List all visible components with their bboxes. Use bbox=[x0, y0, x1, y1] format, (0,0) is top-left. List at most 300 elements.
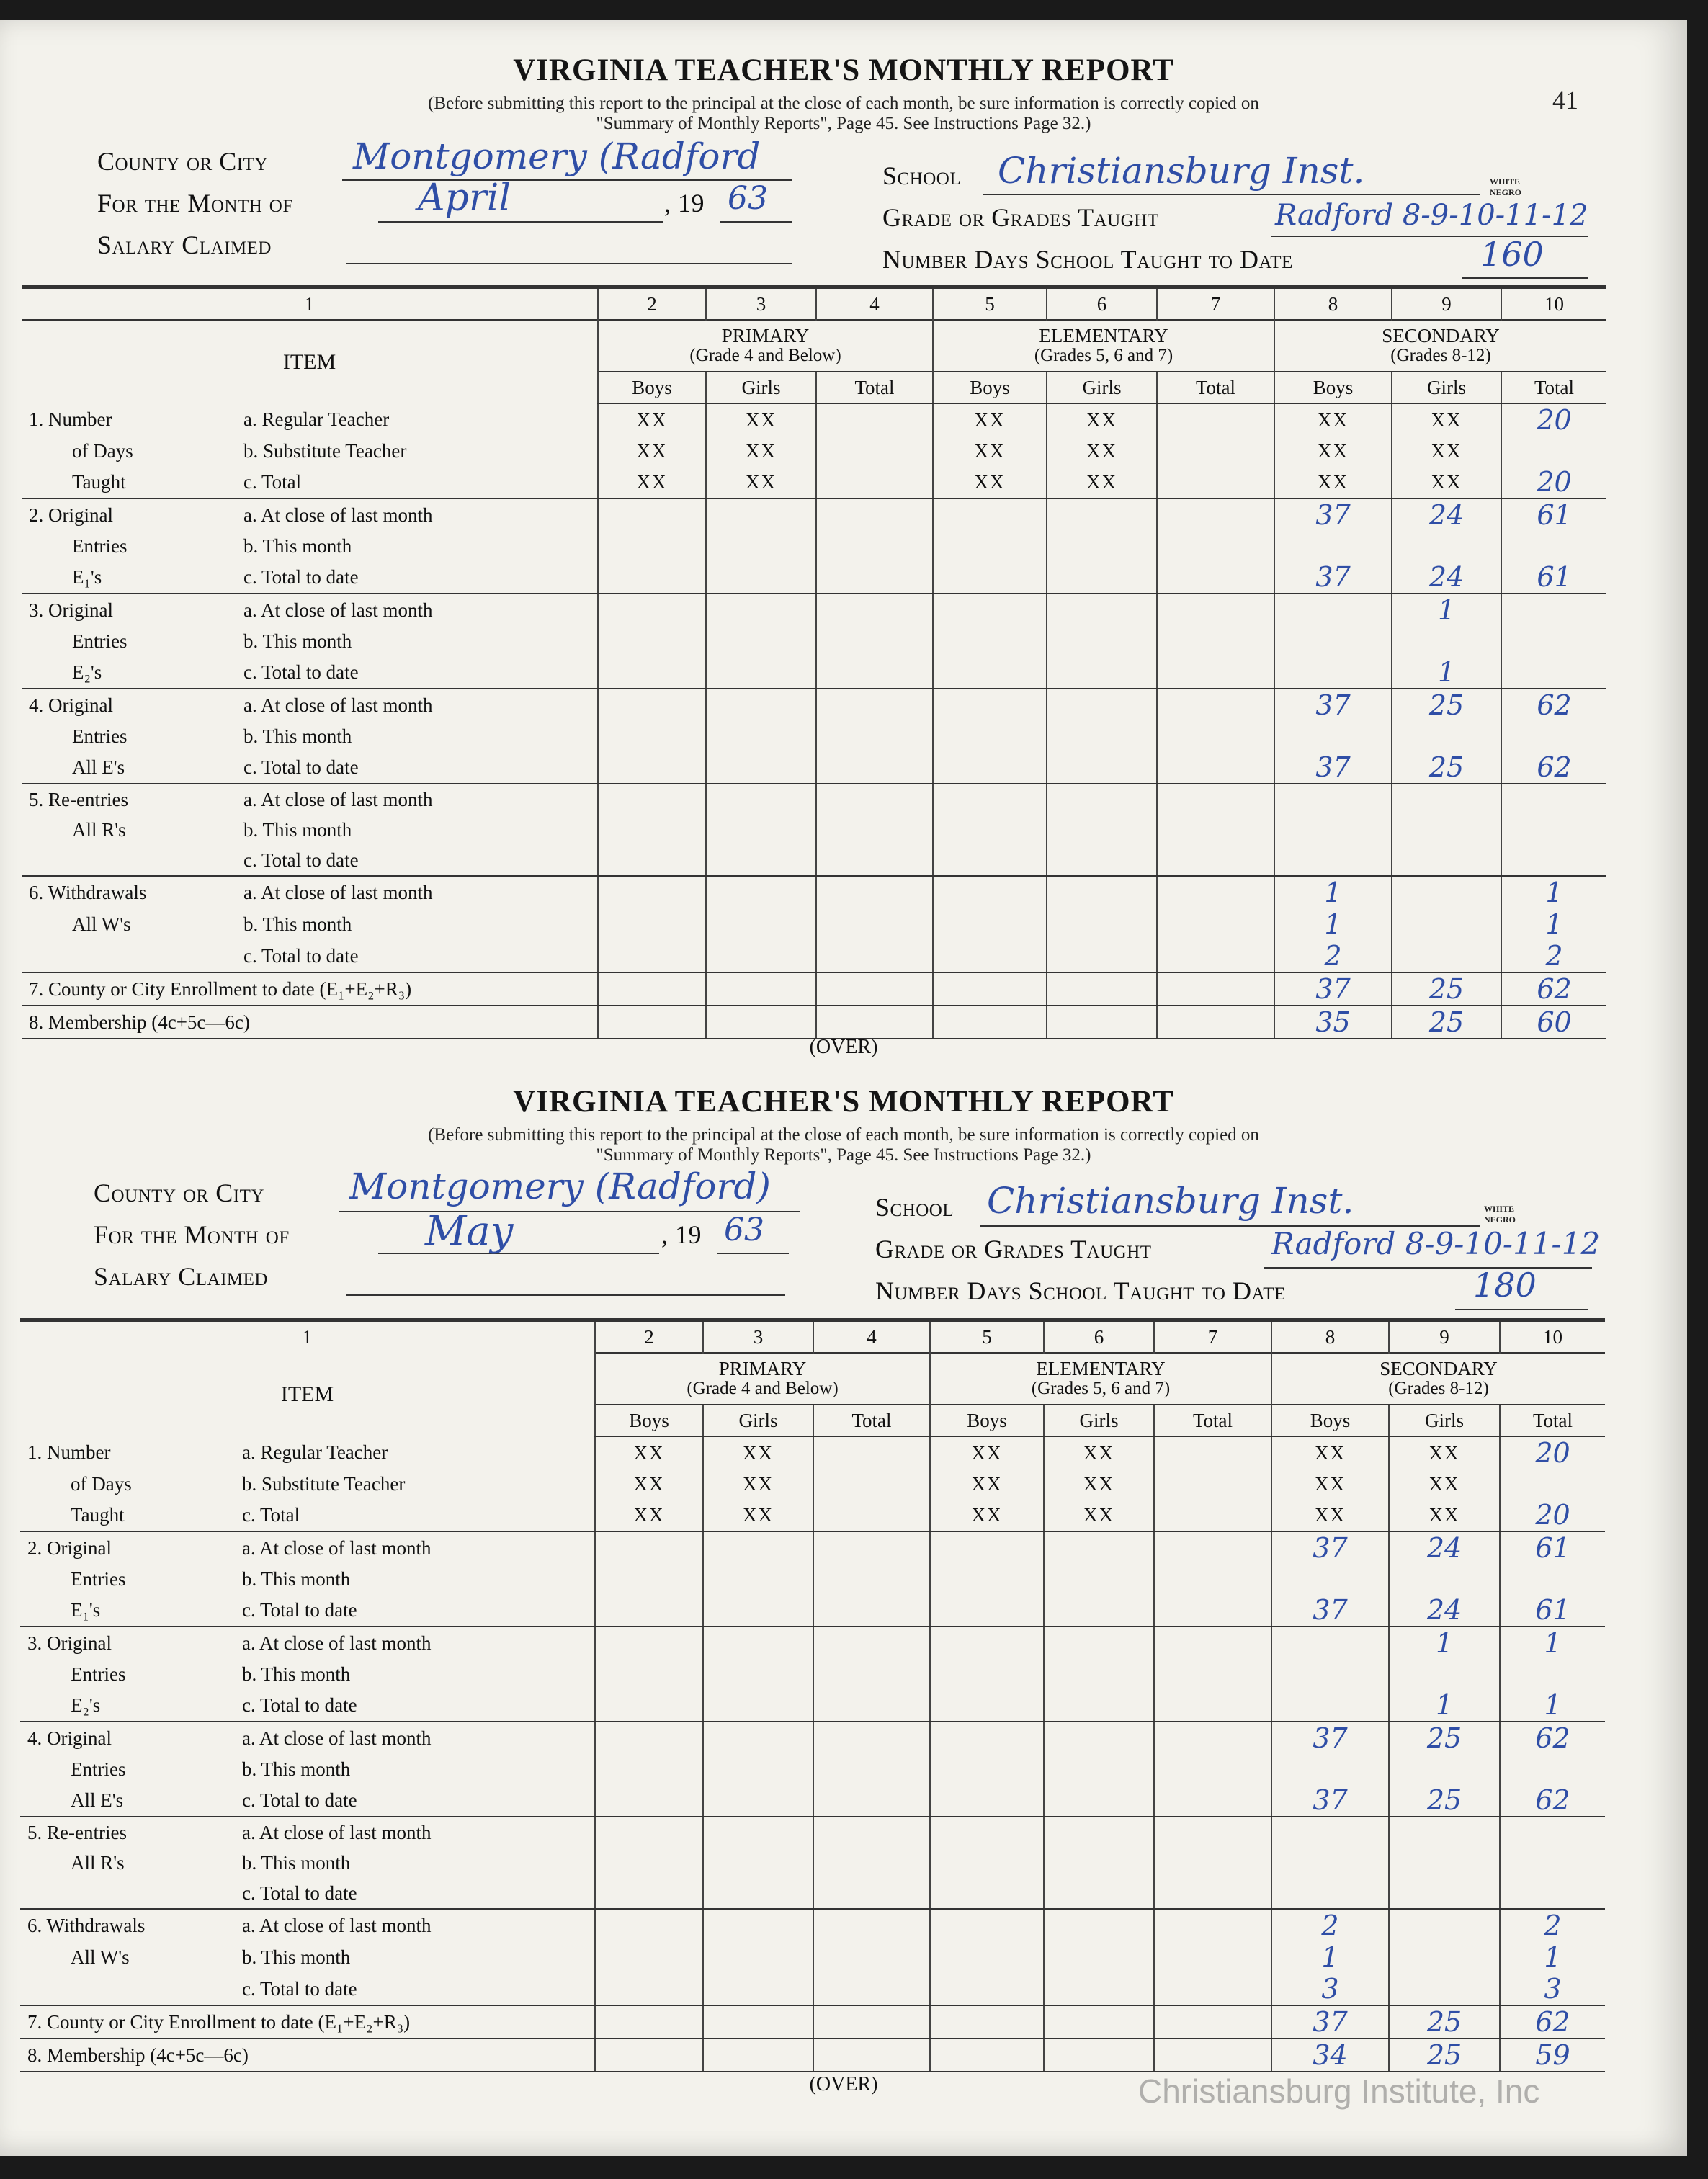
cell[interactable]: XX bbox=[1392, 466, 1501, 498]
cell[interactable] bbox=[1157, 466, 1274, 498]
cell[interactable] bbox=[1154, 2005, 1271, 2039]
handwritten-value[interactable]: 61 bbox=[1501, 498, 1606, 531]
handwritten-value[interactable]: 1 bbox=[1271, 1941, 1389, 1973]
cell[interactable] bbox=[1154, 1627, 1271, 1659]
cell[interactable] bbox=[598, 908, 706, 940]
cell[interactable]: XX bbox=[933, 466, 1047, 498]
cell[interactable] bbox=[598, 845, 706, 876]
handwritten-value[interactable] bbox=[1392, 721, 1501, 751]
handwritten-value[interactable]: 24 bbox=[1389, 1594, 1500, 1627]
handwritten-value[interactable] bbox=[1392, 876, 1501, 908]
cell[interactable] bbox=[1154, 1909, 1271, 1941]
cell[interactable] bbox=[816, 626, 933, 656]
cell[interactable] bbox=[813, 1754, 930, 1784]
cell[interactable] bbox=[1157, 531, 1274, 561]
cell[interactable] bbox=[1044, 1594, 1154, 1627]
handwritten-value[interactable]: 62 bbox=[1501, 972, 1606, 1006]
cell[interactable] bbox=[933, 845, 1047, 876]
cell[interactable]: XX bbox=[1271, 1469, 1389, 1499]
cell[interactable] bbox=[930, 2005, 1044, 2039]
cell[interactable] bbox=[706, 498, 816, 531]
cell[interactable] bbox=[930, 1973, 1044, 2005]
handwritten-value[interactable] bbox=[1389, 1848, 1500, 1878]
handwritten-value[interactable] bbox=[1500, 1878, 1605, 1909]
cell[interactable] bbox=[930, 2039, 1044, 2072]
cell[interactable] bbox=[595, 2039, 703, 2072]
cell[interactable] bbox=[703, 2039, 813, 2072]
handwritten-value[interactable] bbox=[1274, 815, 1392, 845]
cell[interactable] bbox=[933, 751, 1047, 784]
cell[interactable] bbox=[598, 972, 706, 1006]
handwritten-value[interactable]: 20 bbox=[1500, 1436, 1605, 1469]
cell[interactable] bbox=[595, 1909, 703, 1941]
cell[interactable]: XX bbox=[1389, 1436, 1500, 1469]
cell[interactable] bbox=[706, 972, 816, 1006]
handwritten-value[interactable] bbox=[1500, 1469, 1605, 1499]
cell[interactable]: XX bbox=[1274, 436, 1392, 466]
cell[interactable] bbox=[1154, 1848, 1271, 1878]
cell[interactable] bbox=[1157, 940, 1274, 972]
cell[interactable]: XX bbox=[1047, 436, 1157, 466]
cell[interactable]: XX bbox=[1392, 436, 1501, 466]
cell[interactable] bbox=[933, 561, 1047, 594]
cell[interactable] bbox=[703, 2005, 813, 2039]
cell[interactable] bbox=[933, 656, 1047, 689]
cell[interactable] bbox=[1047, 845, 1157, 876]
cell[interactable] bbox=[816, 751, 933, 784]
handwritten-value[interactable] bbox=[1271, 1627, 1389, 1659]
cell[interactable] bbox=[1044, 1627, 1154, 1659]
cell[interactable] bbox=[930, 1848, 1044, 1878]
handwritten-value[interactable] bbox=[1392, 784, 1501, 815]
cell[interactable] bbox=[930, 1689, 1044, 1722]
cell[interactable] bbox=[1157, 876, 1274, 908]
handwritten-value[interactable]: 1 bbox=[1274, 876, 1392, 908]
cell[interactable] bbox=[1154, 1722, 1271, 1754]
cell[interactable] bbox=[813, 1499, 930, 1531]
handwritten-value[interactable]: 25 bbox=[1392, 972, 1501, 1006]
cell[interactable] bbox=[1044, 1817, 1154, 1848]
handwritten-value[interactable]: 62 bbox=[1500, 1722, 1605, 1754]
cell[interactable] bbox=[595, 1564, 703, 1594]
cell[interactable] bbox=[816, 815, 933, 845]
cell[interactable] bbox=[813, 1564, 930, 1594]
handwritten-value[interactable] bbox=[1389, 1909, 1500, 1941]
handwritten-value[interactable]: 25 bbox=[1389, 2039, 1500, 2072]
cell[interactable] bbox=[1044, 2005, 1154, 2039]
handwritten-value[interactable] bbox=[1274, 531, 1392, 561]
salary-field[interactable] bbox=[346, 1261, 785, 1296]
cell[interactable] bbox=[930, 1594, 1044, 1627]
cell[interactable] bbox=[703, 1817, 813, 1848]
handwritten-value[interactable]: 1 bbox=[1392, 594, 1501, 626]
cell[interactable] bbox=[595, 1594, 703, 1627]
cell[interactable] bbox=[816, 972, 933, 1006]
cell[interactable]: XX bbox=[706, 466, 816, 498]
cell[interactable] bbox=[930, 1754, 1044, 1784]
cell[interactable] bbox=[703, 1754, 813, 1784]
cell[interactable] bbox=[930, 1878, 1044, 1909]
cell[interactable] bbox=[1044, 1909, 1154, 1941]
cell[interactable] bbox=[930, 1909, 1044, 1941]
cell[interactable]: XX bbox=[1271, 1436, 1389, 1469]
cell[interactable] bbox=[813, 1531, 930, 1564]
salary-field[interactable] bbox=[346, 230, 792, 264]
cell[interactable] bbox=[598, 1006, 706, 1039]
cell[interactable] bbox=[703, 1722, 813, 1754]
cell[interactable] bbox=[1154, 1436, 1271, 1469]
cell[interactable] bbox=[703, 1594, 813, 1627]
cell[interactable] bbox=[816, 689, 933, 721]
handwritten-value[interactable] bbox=[1392, 845, 1501, 876]
cell[interactable] bbox=[706, 689, 816, 721]
handwritten-value[interactable]: 2 bbox=[1271, 1909, 1389, 1941]
cell[interactable] bbox=[598, 498, 706, 531]
cell[interactable] bbox=[930, 1817, 1044, 1848]
cell[interactable] bbox=[933, 784, 1047, 815]
cell[interactable]: XX bbox=[598, 403, 706, 436]
cell[interactable] bbox=[1047, 940, 1157, 972]
handwritten-value[interactable]: 2 bbox=[1500, 1909, 1605, 1941]
handwritten-value[interactable]: 37 bbox=[1274, 751, 1392, 784]
handwritten-value[interactable]: 37 bbox=[1274, 561, 1392, 594]
handwritten-value[interactable]: 62 bbox=[1500, 2005, 1605, 2039]
cell[interactable]: XX bbox=[1047, 466, 1157, 498]
handwritten-value[interactable]: 1 bbox=[1274, 908, 1392, 940]
cell[interactable] bbox=[1157, 498, 1274, 531]
handwritten-value[interactable]: 37 bbox=[1271, 2005, 1389, 2039]
cell[interactable]: XX bbox=[930, 1436, 1044, 1469]
cell[interactable] bbox=[706, 561, 816, 594]
cell[interactable] bbox=[703, 1941, 813, 1973]
cell[interactable] bbox=[1157, 403, 1274, 436]
cell[interactable] bbox=[816, 784, 933, 815]
handwritten-value[interactable] bbox=[1501, 845, 1606, 876]
handwritten-value[interactable]: 37 bbox=[1271, 1722, 1389, 1754]
cell[interactable] bbox=[933, 594, 1047, 626]
handwritten-value[interactable] bbox=[1392, 908, 1501, 940]
cell[interactable] bbox=[813, 1722, 930, 1754]
handwritten-value[interactable] bbox=[1500, 1754, 1605, 1784]
cell[interactable] bbox=[1154, 1754, 1271, 1784]
cell[interactable] bbox=[1154, 1531, 1271, 1564]
cell[interactable] bbox=[1047, 876, 1157, 908]
handwritten-value[interactable]: 25 bbox=[1392, 689, 1501, 721]
cell[interactable] bbox=[595, 1627, 703, 1659]
cell[interactable] bbox=[816, 845, 933, 876]
handwritten-value[interactable] bbox=[1501, 721, 1606, 751]
cell[interactable]: XX bbox=[1389, 1469, 1500, 1499]
cell[interactable]: XX bbox=[595, 1499, 703, 1531]
cell[interactable] bbox=[598, 815, 706, 845]
cell[interactable] bbox=[1047, 751, 1157, 784]
cell[interactable] bbox=[1044, 1689, 1154, 1722]
handwritten-value[interactable] bbox=[1389, 1564, 1500, 1594]
handwritten-value[interactable]: 61 bbox=[1500, 1594, 1605, 1627]
cell[interactable] bbox=[933, 972, 1047, 1006]
cell[interactable] bbox=[598, 561, 706, 594]
cell[interactable] bbox=[598, 784, 706, 815]
cell[interactable]: XX bbox=[706, 403, 816, 436]
cell[interactable] bbox=[1047, 689, 1157, 721]
handwritten-value[interactable]: 2 bbox=[1274, 940, 1392, 972]
cell[interactable] bbox=[706, 940, 816, 972]
cell[interactable] bbox=[598, 751, 706, 784]
cell[interactable] bbox=[933, 689, 1047, 721]
cell[interactable]: XX bbox=[598, 436, 706, 466]
cell[interactable] bbox=[1047, 656, 1157, 689]
cell[interactable]: XX bbox=[1044, 1469, 1154, 1499]
handwritten-value[interactable]: 1 bbox=[1389, 1689, 1500, 1722]
handwritten-value[interactable] bbox=[1392, 531, 1501, 561]
cell[interactable]: XX bbox=[1047, 403, 1157, 436]
cell[interactable] bbox=[813, 1627, 930, 1659]
cell[interactable] bbox=[930, 1564, 1044, 1594]
month-field[interactable] bbox=[378, 1220, 659, 1254]
handwritten-value[interactable] bbox=[1271, 1689, 1389, 1722]
cell[interactable] bbox=[816, 531, 933, 561]
cell[interactable] bbox=[1044, 1973, 1154, 2005]
cell[interactable] bbox=[933, 626, 1047, 656]
handwritten-value[interactable] bbox=[1500, 1817, 1605, 1848]
handwritten-value[interactable]: 61 bbox=[1501, 561, 1606, 594]
handwritten-value[interactable] bbox=[1501, 784, 1606, 815]
cell[interactable]: XX bbox=[930, 1499, 1044, 1531]
handwritten-value[interactable] bbox=[1501, 656, 1606, 689]
cell[interactable] bbox=[598, 656, 706, 689]
handwritten-value[interactable] bbox=[1389, 1973, 1500, 2005]
cell[interactable] bbox=[595, 1878, 703, 1909]
cell[interactable] bbox=[813, 2005, 930, 2039]
cell[interactable] bbox=[816, 908, 933, 940]
cell[interactable] bbox=[816, 594, 933, 626]
handwritten-value[interactable] bbox=[1271, 1817, 1389, 1848]
handwritten-value[interactable] bbox=[1501, 436, 1606, 466]
handwritten-value[interactable]: 3 bbox=[1271, 1973, 1389, 2005]
cell[interactable] bbox=[598, 940, 706, 972]
cell[interactable] bbox=[930, 1784, 1044, 1817]
cell[interactable] bbox=[816, 436, 933, 466]
cell[interactable] bbox=[813, 1436, 930, 1469]
cell[interactable] bbox=[706, 908, 816, 940]
cell[interactable] bbox=[703, 1564, 813, 1594]
handwritten-value[interactable]: 37 bbox=[1271, 1784, 1389, 1817]
cell[interactable] bbox=[933, 1006, 1047, 1039]
cell[interactable] bbox=[1044, 1564, 1154, 1594]
cell[interactable]: XX bbox=[706, 436, 816, 466]
cell[interactable]: XX bbox=[1044, 1436, 1154, 1469]
cell[interactable] bbox=[703, 1878, 813, 1909]
handwritten-value[interactable]: 24 bbox=[1389, 1531, 1500, 1564]
handwritten-value[interactable]: 37 bbox=[1274, 498, 1392, 531]
cell[interactable] bbox=[816, 876, 933, 908]
cell[interactable] bbox=[703, 1531, 813, 1564]
cell[interactable] bbox=[595, 1531, 703, 1564]
handwritten-value[interactable]: 61 bbox=[1500, 1531, 1605, 1564]
cell[interactable] bbox=[1044, 1941, 1154, 1973]
cell[interactable] bbox=[816, 1006, 933, 1039]
handwritten-value[interactable] bbox=[1271, 1754, 1389, 1784]
cell[interactable] bbox=[1154, 1689, 1271, 1722]
cell[interactable]: XX bbox=[1271, 1499, 1389, 1531]
cell[interactable] bbox=[598, 721, 706, 751]
handwritten-value[interactable]: 20 bbox=[1501, 403, 1606, 436]
handwritten-value[interactable]: 37 bbox=[1271, 1531, 1389, 1564]
handwritten-value[interactable] bbox=[1389, 1659, 1500, 1689]
cell[interactable]: XX bbox=[1274, 403, 1392, 436]
cell[interactable] bbox=[1157, 436, 1274, 466]
handwritten-value[interactable] bbox=[1392, 815, 1501, 845]
cell[interactable] bbox=[813, 1909, 930, 1941]
cell[interactable] bbox=[930, 1659, 1044, 1689]
handwritten-value[interactable] bbox=[1389, 1817, 1500, 1848]
handwritten-value[interactable]: 25 bbox=[1389, 1784, 1500, 1817]
handwritten-value[interactable] bbox=[1500, 1659, 1605, 1689]
cell[interactable]: XX bbox=[1044, 1499, 1154, 1531]
cell[interactable] bbox=[813, 1817, 930, 1848]
handwritten-value[interactable] bbox=[1271, 1848, 1389, 1878]
cell[interactable] bbox=[933, 940, 1047, 972]
cell[interactable]: XX bbox=[930, 1469, 1044, 1499]
cell[interactable] bbox=[595, 1848, 703, 1878]
cell[interactable] bbox=[816, 656, 933, 689]
cell[interactable]: XX bbox=[595, 1436, 703, 1469]
cell[interactable]: XX bbox=[703, 1436, 813, 1469]
cell[interactable]: XX bbox=[933, 403, 1047, 436]
cell[interactable] bbox=[1154, 2039, 1271, 2072]
cell[interactable] bbox=[930, 1627, 1044, 1659]
cell[interactable] bbox=[1044, 1722, 1154, 1754]
cell[interactable] bbox=[703, 1848, 813, 1878]
handwritten-value[interactable] bbox=[1500, 1564, 1605, 1594]
cell[interactable] bbox=[595, 1689, 703, 1722]
cell[interactable] bbox=[816, 403, 933, 436]
cell[interactable]: XX bbox=[1389, 1499, 1500, 1531]
cell[interactable] bbox=[595, 1659, 703, 1689]
cell[interactable] bbox=[813, 1973, 930, 2005]
cell[interactable] bbox=[933, 876, 1047, 908]
cell[interactable] bbox=[1157, 656, 1274, 689]
cell[interactable] bbox=[1047, 972, 1157, 1006]
handwritten-value[interactable]: 62 bbox=[1500, 1784, 1605, 1817]
cell[interactable] bbox=[1154, 1469, 1271, 1499]
cell[interactable]: XX bbox=[703, 1499, 813, 1531]
cell[interactable] bbox=[813, 1848, 930, 1878]
cell[interactable] bbox=[813, 1469, 930, 1499]
cell[interactable] bbox=[706, 845, 816, 876]
handwritten-value[interactable] bbox=[1271, 1659, 1389, 1689]
handwritten-value[interactable]: 37 bbox=[1274, 972, 1392, 1006]
cell[interactable] bbox=[816, 498, 933, 531]
handwritten-value[interactable] bbox=[1274, 594, 1392, 626]
cell[interactable] bbox=[1044, 1784, 1154, 1817]
handwritten-value[interactable] bbox=[1389, 1754, 1500, 1784]
cell[interactable] bbox=[933, 908, 1047, 940]
cell[interactable] bbox=[595, 1817, 703, 1848]
cell[interactable] bbox=[816, 561, 933, 594]
handwritten-value[interactable] bbox=[1274, 626, 1392, 656]
handwritten-value[interactable]: 24 bbox=[1392, 561, 1501, 594]
cell[interactable] bbox=[1154, 1499, 1271, 1531]
handwritten-value[interactable]: 2 bbox=[1501, 940, 1606, 972]
cell[interactable] bbox=[706, 594, 816, 626]
cell[interactable]: XX bbox=[933, 436, 1047, 466]
cell[interactable] bbox=[1154, 1659, 1271, 1689]
cell[interactable] bbox=[1157, 815, 1274, 845]
cell[interactable] bbox=[930, 1722, 1044, 1754]
handwritten-value[interactable]: 62 bbox=[1501, 751, 1606, 784]
handwritten-value[interactable]: 25 bbox=[1389, 2005, 1500, 2039]
cell[interactable] bbox=[1157, 751, 1274, 784]
cell[interactable] bbox=[813, 1594, 930, 1627]
cell[interactable] bbox=[1047, 784, 1157, 815]
cell[interactable] bbox=[706, 626, 816, 656]
handwritten-value[interactable]: 62 bbox=[1501, 689, 1606, 721]
cell[interactable] bbox=[595, 2005, 703, 2039]
handwritten-value[interactable]: 1 bbox=[1500, 1689, 1605, 1722]
cell[interactable] bbox=[933, 498, 1047, 531]
cell[interactable] bbox=[598, 626, 706, 656]
handwritten-value[interactable] bbox=[1389, 1941, 1500, 1973]
cell[interactable] bbox=[1047, 594, 1157, 626]
cell[interactable] bbox=[933, 815, 1047, 845]
cell[interactable] bbox=[706, 656, 816, 689]
handwritten-value[interactable]: 3 bbox=[1500, 1973, 1605, 2005]
cell[interactable] bbox=[1044, 1531, 1154, 1564]
cell[interactable] bbox=[1154, 1878, 1271, 1909]
cell[interactable] bbox=[1154, 1594, 1271, 1627]
cell[interactable]: XX bbox=[1274, 466, 1392, 498]
cell[interactable] bbox=[1154, 1784, 1271, 1817]
cell[interactable] bbox=[1047, 815, 1157, 845]
handwritten-value[interactable] bbox=[1392, 626, 1501, 656]
handwritten-value[interactable] bbox=[1500, 1848, 1605, 1878]
cell[interactable] bbox=[1047, 626, 1157, 656]
cell[interactable] bbox=[1044, 1878, 1154, 1909]
cell[interactable] bbox=[813, 1659, 930, 1689]
handwritten-value[interactable]: 1 bbox=[1500, 1941, 1605, 1973]
cell[interactable] bbox=[595, 1973, 703, 2005]
handwritten-value[interactable]: 25 bbox=[1392, 751, 1501, 784]
handwritten-value[interactable]: 59 bbox=[1500, 2039, 1605, 2072]
handwritten-value[interactable]: 25 bbox=[1392, 1006, 1501, 1039]
cell[interactable] bbox=[813, 1784, 930, 1817]
handwritten-value[interactable] bbox=[1274, 845, 1392, 876]
cell[interactable] bbox=[706, 531, 816, 561]
handwritten-value[interactable] bbox=[1271, 1878, 1389, 1909]
cell[interactable] bbox=[816, 466, 933, 498]
cell[interactable] bbox=[1157, 908, 1274, 940]
cell[interactable] bbox=[1157, 972, 1274, 1006]
handwritten-value[interactable]: 20 bbox=[1501, 466, 1606, 498]
handwritten-value[interactable]: 20 bbox=[1500, 1499, 1605, 1531]
cell[interactable] bbox=[1157, 845, 1274, 876]
handwritten-value[interactable]: 1 bbox=[1392, 656, 1501, 689]
handwritten-value[interactable]: 24 bbox=[1392, 498, 1501, 531]
cell[interactable]: XX bbox=[598, 466, 706, 498]
cell[interactable] bbox=[1157, 721, 1274, 751]
handwritten-value[interactable] bbox=[1392, 940, 1501, 972]
cell[interactable] bbox=[1157, 784, 1274, 815]
cell[interactable] bbox=[1047, 908, 1157, 940]
cell[interactable] bbox=[933, 721, 1047, 751]
cell[interactable]: XX bbox=[595, 1469, 703, 1499]
cell[interactable] bbox=[930, 1531, 1044, 1564]
cell[interactable] bbox=[598, 531, 706, 561]
cell[interactable] bbox=[816, 721, 933, 751]
cell[interactable] bbox=[1044, 1848, 1154, 1878]
handwritten-value[interactable]: 60 bbox=[1501, 1006, 1606, 1039]
